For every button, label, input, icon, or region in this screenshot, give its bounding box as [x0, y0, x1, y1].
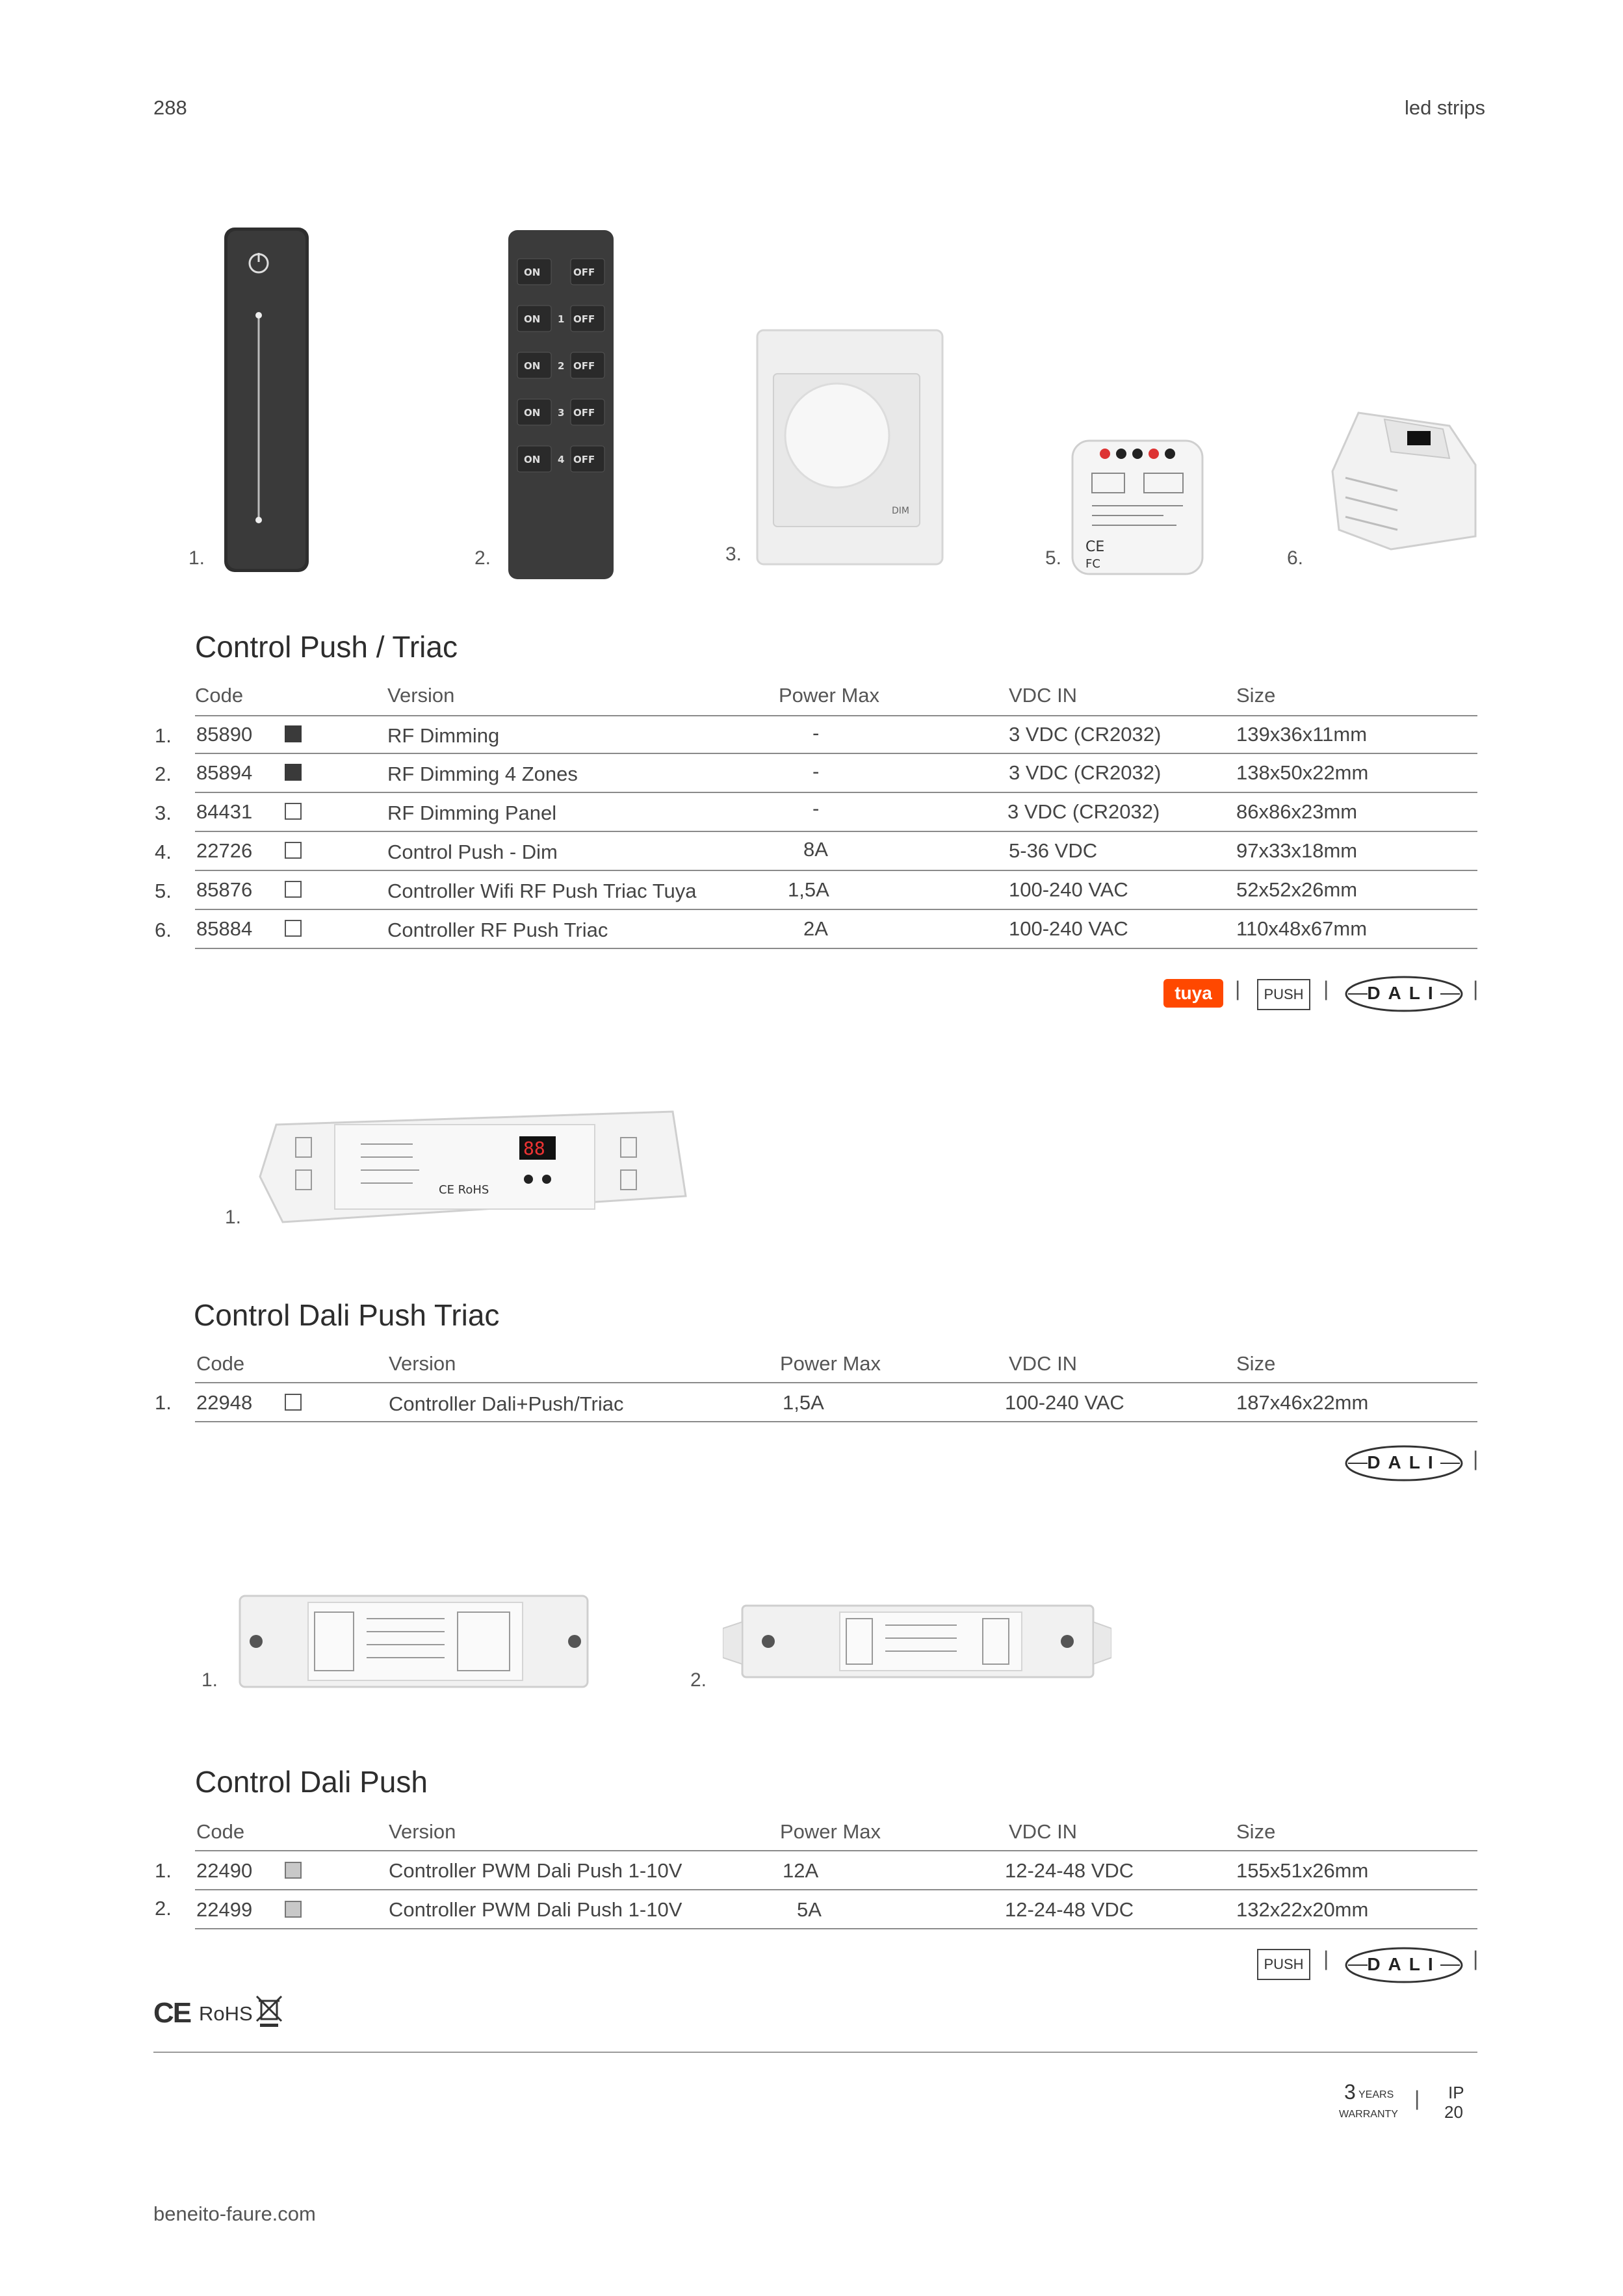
- table-rule: [195, 1889, 1477, 1890]
- svg-text:CE: CE: [1085, 539, 1105, 555]
- dali-logo: [1344, 1444, 1464, 1482]
- svg-text:FC: FC: [1085, 557, 1100, 571]
- section-name: led strips: [1404, 96, 1485, 119]
- product-power: 1,5A: [783, 1391, 824, 1414]
- dali-logo: [1344, 975, 1464, 1013]
- dali-logo: [1344, 1946, 1464, 1984]
- color-swatch: [285, 1901, 302, 1918]
- svg-text:88: 88: [523, 1138, 545, 1159]
- badge-separator: |: [1473, 1447, 1479, 1470]
- product-code: 22726: [196, 839, 253, 862]
- product-size: 187x46x22mm: [1236, 1391, 1369, 1414]
- product-size: 110x48x67mm: [1236, 917, 1368, 940]
- color-swatch: [285, 842, 302, 859]
- product-image-dali-triac-controller: [257, 1099, 687, 1229]
- color-swatch: [285, 1394, 302, 1411]
- table-rule: [195, 870, 1477, 871]
- row-number: 3.: [155, 802, 172, 824]
- svg-text:ON: ON: [524, 267, 541, 278]
- product-image-wifi-controller: [1066, 434, 1209, 581]
- badge-separator: |: [1414, 2087, 1420, 2110]
- product-code: 84431: [196, 800, 253, 823]
- page-number: 288: [153, 96, 187, 119]
- product-size: 138x50x22mm: [1236, 761, 1369, 784]
- push-badge: PUSH: [1257, 979, 1310, 1010]
- product-code: 85884: [196, 917, 253, 940]
- svg-text:OFF: OFF: [573, 267, 595, 278]
- svg-text:ON: ON: [524, 407, 541, 419]
- product-image-remote-slim: [221, 224, 312, 575]
- svg-text:OFF: OFF: [573, 454, 595, 465]
- column-code: Code: [196, 1352, 245, 1375]
- product-version: Controller PWM Dali Push 1-10V: [389, 1898, 682, 1921]
- color-swatch: [285, 725, 302, 742]
- product-label: 1.: [225, 1207, 242, 1228]
- product-power: -: [812, 722, 820, 744]
- color-swatch: [285, 920, 302, 937]
- row-number: 5.: [155, 880, 172, 902]
- product-version: Control Push - Dim: [387, 841, 558, 863]
- product-code: 85894: [196, 761, 253, 784]
- table-rule: [195, 792, 1477, 793]
- badge-separator: |: [1323, 1947, 1329, 1970]
- product-code: 22948: [196, 1391, 253, 1414]
- product-power: 2A: [803, 917, 828, 940]
- table-rule: [195, 831, 1477, 832]
- row-number: 2.: [155, 1897, 172, 1920]
- product-power: 1,5A: [788, 878, 829, 901]
- product-code: 85890: [196, 723, 253, 746]
- column-code: Code: [196, 1820, 245, 1843]
- product-vdc: 3 VDC (CR2032): [1007, 800, 1160, 823]
- product-code: 85876: [196, 878, 253, 901]
- row-number: 2.: [155, 763, 172, 785]
- product-version: Controller RF Push Triac: [387, 919, 608, 941]
- tuya-logo: tuya: [1163, 979, 1223, 1008]
- svg-text:DIM: DIM: [892, 506, 909, 516]
- svg-text:OFF: OFF: [573, 407, 595, 419]
- product-image-dali-pwm-controller-1: [237, 1586, 591, 1700]
- product-image-dali-pwm-controller-2: [723, 1593, 1111, 1690]
- product-image-din-controller: [1319, 400, 1482, 566]
- svg-text:OFF: OFF: [573, 360, 595, 372]
- product-size: 86x86x23mm: [1236, 800, 1358, 823]
- product-version: RF Dimming Panel: [387, 802, 557, 824]
- website-link[interactable]: beneito-faure.com: [153, 2202, 316, 2225]
- row-number: 4.: [155, 841, 172, 863]
- column-vdc: VDC IN: [1009, 1352, 1078, 1375]
- product-vdc: 12-24-48 VDC: [1005, 1859, 1134, 1882]
- product-power: -: [812, 760, 820, 783]
- product-code: 22490: [196, 1859, 253, 1882]
- svg-text:4: 4: [558, 454, 565, 465]
- product-label: 6.: [1287, 547, 1304, 569]
- svg-text:ON: ON: [524, 360, 541, 372]
- product-power: 5A: [797, 1898, 822, 1921]
- row-number: 1.: [155, 724, 172, 747]
- row-number: 6.: [155, 919, 172, 941]
- product-vdc: 100-240 VAC: [1009, 878, 1128, 901]
- table-rule: [195, 715, 1477, 716]
- column-version: Version: [389, 1820, 456, 1843]
- product-label: 2.: [474, 547, 491, 569]
- svg-text:3: 3: [558, 407, 565, 419]
- product-label: 5.: [1045, 547, 1062, 569]
- footer-rule: [153, 2052, 1477, 2053]
- column-code: Code: [195, 684, 244, 707]
- dali-logo-text: DALI: [1367, 983, 1441, 1003]
- product-version: Controller PWM Dali Push 1-10V: [389, 1859, 682, 1882]
- product-code: 22499: [196, 1898, 253, 1921]
- badge-separator: |: [1473, 1947, 1479, 1970]
- column-size: Size: [1236, 1352, 1276, 1375]
- table-rule: [195, 1850, 1477, 1851]
- color-swatch: [285, 764, 302, 781]
- product-vdc: 100-240 VAC: [1009, 917, 1128, 940]
- warranty-label: WARRANTY: [1339, 2109, 1398, 2120]
- column-vdc: VDC IN: [1009, 1820, 1078, 1843]
- section-title-dali-push-triac: Control Dali Push Triac: [194, 1298, 500, 1332]
- ip-label: IP: [1448, 2083, 1464, 2102]
- product-image-dim-panel: [754, 325, 949, 572]
- dali-logo-text: DALI: [1367, 1452, 1441, 1472]
- product-size: 97x33x18mm: [1236, 839, 1358, 862]
- table-rule: [195, 909, 1477, 910]
- product-size: 132x22x20mm: [1236, 1898, 1369, 1921]
- section-title-push-triac: Control Push / Triac: [195, 630, 458, 664]
- product-vdc: 12-24-48 VDC: [1005, 1898, 1134, 1921]
- color-swatch: [285, 803, 302, 820]
- column-size: Size: [1236, 684, 1276, 707]
- table-rule: [195, 1421, 1477, 1422]
- svg-text:1: 1: [558, 313, 565, 325]
- column-vdc: VDC IN: [1009, 684, 1078, 707]
- product-vdc: 3 VDC (CR2032): [1009, 761, 1162, 784]
- push-badge: PUSH: [1257, 1949, 1310, 1980]
- product-size: 52x52x26mm: [1236, 878, 1358, 901]
- badge-separator: |: [1473, 977, 1479, 1000]
- ce-mark-icon: CE: [153, 1997, 191, 2029]
- svg-text:ON: ON: [524, 454, 541, 465]
- svg-text:2: 2: [558, 360, 565, 372]
- weee-bin-icon: [255, 1994, 283, 2028]
- table-rule: [195, 1382, 1477, 1383]
- product-power: -: [812, 797, 820, 820]
- column-power: Power Max: [779, 684, 880, 707]
- color-swatch: [285, 881, 302, 898]
- rohs-label: RoHS: [199, 2002, 253, 2025]
- svg-text:ON: ON: [524, 313, 541, 325]
- product-vdc: 3 VDC (CR2032): [1009, 723, 1162, 746]
- product-vdc: 100-240 VAC: [1005, 1391, 1124, 1414]
- badge-separator: |: [1323, 977, 1329, 1000]
- section-title-dali-push: Control Dali Push: [195, 1765, 428, 1799]
- product-size: 155x51x26mm: [1236, 1859, 1369, 1882]
- product-version: Controller Dali+Push/Triac: [389, 1392, 624, 1415]
- product-power: 12A: [783, 1859, 819, 1882]
- product-size: 139x36x11mm: [1236, 723, 1368, 746]
- dali-logo-text: DALI: [1367, 1954, 1441, 1974]
- product-image-remote-4zone: [506, 228, 616, 582]
- color-swatch: [285, 1862, 302, 1879]
- product-label: 1.: [188, 547, 205, 569]
- warranty-years-number: 3: [1344, 2080, 1356, 2104]
- column-version: Version: [389, 1352, 456, 1375]
- product-vdc: 5-36 VDC: [1009, 839, 1098, 862]
- product-label: 1.: [201, 1669, 218, 1691]
- product-label: 2.: [690, 1669, 707, 1691]
- column-version: Version: [387, 684, 455, 707]
- svg-text:OFF: OFF: [573, 313, 595, 325]
- ip-value: 20: [1444, 2102, 1463, 2122]
- product-label: 3.: [725, 543, 742, 565]
- column-power: Power Max: [780, 1352, 881, 1375]
- table-rule: [195, 1928, 1477, 1929]
- warranty-years-label: YEARS: [1358, 2089, 1394, 2100]
- row-number: 1.: [155, 1859, 172, 1882]
- svg-text:CE RoHS: CE RoHS: [439, 1183, 489, 1197]
- column-size: Size: [1236, 1820, 1276, 1843]
- product-version: Controller Wifi RF Push Triac Tuya: [387, 880, 697, 902]
- badge-separator: |: [1235, 977, 1241, 1000]
- product-version: RF Dimming 4 Zones: [387, 763, 578, 785]
- row-number: 1.: [155, 1391, 172, 1414]
- product-power: 8A: [803, 838, 828, 861]
- table-rule: [195, 753, 1477, 754]
- column-power: Power Max: [780, 1820, 881, 1843]
- product-version: RF Dimming: [387, 724, 500, 747]
- table-rule: [195, 948, 1477, 949]
